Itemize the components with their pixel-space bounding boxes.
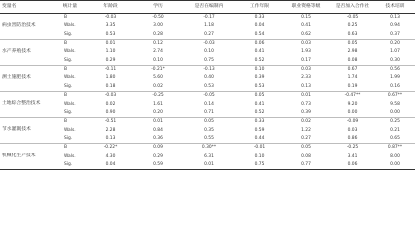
- table-cell: 0.27: [181, 31, 237, 40]
- variable-name-spacer: [0, 118, 54, 127]
- table-cell: 0.03: [347, 127, 358, 133]
- table-cell: 0.04: [86, 161, 135, 170]
- table-cell: 0.15: [301, 14, 311, 20]
- variable-name: 土地综合整治技术: [2, 101, 41, 107]
- table-cell: 0.00: [330, 109, 375, 118]
- table-cell: -0.51: [104, 119, 117, 125]
- table-cell: 1.10: [105, 49, 116, 55]
- table-cell: 1.80: [105, 75, 116, 81]
- table-cell: 0.17: [282, 57, 330, 66]
- table-cell: 0.53: [86, 31, 135, 40]
- table-cell: 0.28: [135, 31, 181, 40]
- statistic-label: Sig.: [54, 31, 86, 40]
- table-row: [0, 100, 415, 109]
- table-cell: -0.09: [346, 119, 359, 125]
- table-cell: 0.01: [181, 161, 237, 170]
- variable-name-spacer: [0, 109, 54, 118]
- table-cell: 0.39: [282, 109, 330, 118]
- table-cell: 0.13: [282, 83, 330, 92]
- variable-name-spacer: [0, 144, 54, 153]
- table-row: [0, 161, 415, 170]
- statistic-label: Wals.: [64, 23, 76, 29]
- column-header: 是否在编制内: [181, 1, 237, 14]
- column-header: 技术培训: [375, 1, 415, 14]
- table-row: [0, 66, 415, 75]
- table-cell: 0.01: [301, 93, 311, 99]
- table-cell: 0.21: [390, 127, 400, 133]
- table-cell: 3.35: [105, 23, 116, 29]
- table-cell: -0.03: [104, 93, 117, 99]
- table-cell: -0.03: [203, 40, 215, 46]
- table-cell: 0.55: [181, 135, 237, 144]
- statistic-label: Wals.: [64, 75, 76, 81]
- statistic-label: B: [64, 119, 68, 125]
- table-cell: 0.03: [301, 67, 311, 73]
- table-cell: 0.67**: [387, 93, 403, 99]
- column-header: 是否加入合作社: [330, 1, 375, 14]
- table-row: [0, 74, 415, 83]
- variable-name-spacer: [0, 14, 54, 23]
- variable-name-spacer: [0, 135, 54, 144]
- table-cell: 0.05: [254, 93, 265, 99]
- table-cell: 0.27: [282, 135, 330, 144]
- table-cell: 0.33: [254, 119, 265, 125]
- table-cell: 1.07: [390, 49, 400, 55]
- table-row: [0, 153, 415, 162]
- table-cell: 2.74: [153, 49, 163, 55]
- table-cell: 1.18: [204, 23, 214, 29]
- table-row: [0, 57, 415, 66]
- table-cell: 0.05: [204, 119, 214, 125]
- table-cell: 0.75: [181, 57, 237, 66]
- table-cell: 0.02: [301, 119, 311, 125]
- variable-name: 病虫害防治技术: [2, 23, 36, 29]
- table-cell: 1.93: [301, 49, 311, 55]
- table-cell: 0.41: [254, 101, 265, 107]
- table-cell: 0.71: [181, 109, 237, 118]
- table-row: [0, 31, 415, 40]
- table-cell: 0.84: [153, 127, 163, 133]
- table-cell: 0.94: [390, 23, 400, 29]
- table-cell: -0.50: [152, 14, 164, 20]
- variable-name: 水产养殖技术: [2, 49, 31, 55]
- table-cell: 0.77: [282, 161, 330, 170]
- table-cell: 0.16: [375, 83, 415, 92]
- table-row: [0, 109, 415, 118]
- table-cell: 3.41: [347, 153, 358, 159]
- variable-name-spacer: [0, 31, 54, 40]
- statistic-label: Sig.: [54, 161, 86, 170]
- variable-name: 节水灌溉技术: [2, 127, 31, 133]
- table-cell: 5.60: [153, 75, 163, 81]
- column-header: 学历: [135, 1, 181, 14]
- table-cell: -0.25: [152, 93, 164, 99]
- table-cell: -0.21*: [151, 67, 165, 73]
- table-cell: 1.22: [301, 127, 311, 133]
- variable-name-spacer: [0, 66, 54, 75]
- table-cell: 9.20: [347, 101, 358, 107]
- column-header: 年龄段: [86, 1, 135, 14]
- table-cell: -0.47**: [344, 93, 361, 99]
- table-cell: 0.30**: [201, 145, 217, 151]
- table-row: [0, 118, 415, 127]
- table-cell: 0.56: [390, 67, 400, 73]
- table-cell: 0.13: [86, 135, 135, 144]
- table-cell: 0.29: [153, 153, 163, 159]
- table-cell: 0.52: [237, 109, 282, 118]
- variable-name-spacer: [0, 92, 54, 101]
- table-cell: 0.87**: [387, 145, 403, 151]
- statistic-label: B: [64, 14, 68, 20]
- table-cell: 2.98: [347, 49, 358, 55]
- table-cell: 8.00: [390, 153, 400, 159]
- statistic-label: Wals.: [64, 127, 76, 133]
- variable-name-spacer: [0, 40, 54, 49]
- table-cell: 0.20: [135, 109, 181, 118]
- table-cell: 0.41: [301, 23, 311, 29]
- statistic-label: Wals.: [64, 101, 76, 107]
- statistic-label: Wals.: [64, 153, 76, 159]
- table-cell: 6.31: [204, 153, 214, 159]
- table-cell: 0.05: [347, 40, 358, 46]
- table-cell: 0.01: [153, 119, 163, 125]
- table-cell: 0.39: [254, 75, 265, 81]
- table-cell: 0.52: [237, 57, 282, 66]
- table-cell: 0.10: [204, 49, 214, 55]
- table-cell: -0.05: [346, 14, 359, 20]
- table-cell: 0.04: [254, 23, 265, 29]
- table-cell: 0.09: [153, 145, 163, 151]
- table-cell: 0.00: [375, 109, 415, 118]
- table-cell: 0.29: [86, 57, 135, 66]
- table-cell: 0.02: [105, 101, 116, 107]
- table-cell: 0.63: [330, 31, 375, 40]
- statistic-label: Sig.: [54, 109, 86, 118]
- variable-name: 机械化生产技术: [2, 153, 36, 159]
- table-cell: 0.08: [301, 153, 311, 159]
- table-cell: 0.25: [347, 23, 358, 29]
- table-cell: 0.67: [347, 67, 358, 73]
- table-cell: 0.20: [390, 40, 400, 46]
- table-cell: 0.12: [153, 40, 163, 46]
- table-cell: 0.03: [301, 40, 311, 46]
- table-cell: -0.11: [104, 67, 117, 73]
- table-row: [0, 22, 415, 31]
- table-cell: 0.18: [86, 83, 135, 92]
- table-cell: 0.41: [254, 49, 265, 55]
- table-cell: 0.62: [282, 31, 330, 40]
- variable-name-spacer: [0, 57, 54, 66]
- table-cell: 0.00: [375, 161, 415, 170]
- table-cell: 1.99: [390, 75, 400, 81]
- table-cell: -0.01: [253, 145, 266, 151]
- variable-name-spacer: [0, 83, 54, 92]
- table-row: [0, 126, 415, 135]
- table-cell: 0.02: [135, 83, 181, 92]
- table-cell: 0.14: [204, 101, 214, 107]
- table-cell: 0.33: [254, 14, 265, 20]
- table-cell: 1.61: [153, 101, 163, 107]
- table-cell: 0.01: [105, 40, 116, 46]
- table-row: [0, 135, 415, 144]
- table-cell: 0.73: [301, 101, 311, 107]
- column-header: 变量名: [0, 1, 54, 14]
- table-cell: 0.30: [375, 57, 415, 66]
- table-cell: 0.06: [254, 40, 265, 46]
- table-cell: 0.06: [330, 161, 375, 170]
- statistic-label: Wals.: [64, 49, 76, 55]
- table-cell: 0.53: [237, 83, 282, 92]
- table-cell: 0.08: [330, 57, 375, 66]
- table-cell: -0.17: [203, 14, 215, 20]
- table-cell: 0.36: [135, 135, 181, 144]
- table-cell: 0.54: [237, 31, 282, 40]
- statistic-label: Sig.: [54, 83, 86, 92]
- column-header: 职业资格等级: [282, 1, 330, 14]
- table-cell: 4.30: [105, 153, 116, 159]
- table-cell: 0.86: [330, 135, 375, 144]
- statistic-label: B: [64, 93, 68, 99]
- variable-name-spacer: [0, 161, 54, 170]
- statistic-label: B: [64, 40, 68, 46]
- table-cell: 0.10: [135, 57, 181, 66]
- table-cell: 3.00: [153, 23, 163, 29]
- table-cell: -0.05: [203, 93, 215, 99]
- table-cell: 0.44: [237, 135, 282, 144]
- table-row: [0, 144, 415, 153]
- table-cell: 0.25: [390, 119, 400, 125]
- table-row: [0, 48, 415, 57]
- table-row: [0, 14, 415, 23]
- table-cell: 1.74: [347, 75, 358, 81]
- table-cell: 2.28: [105, 127, 116, 133]
- table-row: [0, 92, 415, 101]
- table-cell: 0.59: [135, 161, 181, 170]
- table-cell: -0.03: [104, 14, 117, 20]
- table-cell: -0.13: [203, 67, 215, 73]
- table-cell: 0.37: [375, 31, 415, 40]
- table-cell: 0.13: [390, 14, 400, 20]
- table-body: [0, 14, 415, 170]
- column-header: 统计量: [54, 1, 86, 14]
- table-cell: 0.10: [254, 153, 265, 159]
- table-cell: 0.40: [204, 75, 214, 81]
- statistic-label: B: [64, 145, 68, 151]
- column-header: 工作年限: [237, 1, 282, 14]
- table-cell: 0.59: [254, 127, 265, 133]
- table-cell: 0.90: [86, 109, 135, 118]
- table-cell: 0.19: [330, 83, 375, 92]
- table-cell: 0.35: [204, 127, 214, 133]
- table-cell: 0.53: [181, 83, 237, 92]
- table-cell: 2.33: [301, 75, 311, 81]
- table-cell: 0.65: [375, 135, 415, 144]
- statistic-label: Sig.: [54, 135, 86, 144]
- table-row: [0, 83, 415, 92]
- variable-name: 测土施肥技术: [2, 75, 31, 81]
- table-cell: 0.10: [254, 67, 265, 73]
- table-row: [0, 40, 415, 49]
- table-cell: -0.25: [346, 145, 359, 151]
- table-header-row: [0, 1, 415, 14]
- statistic-label: B: [64, 67, 68, 73]
- table-cell: 0.05: [301, 145, 311, 151]
- table-cell: -0.22*: [103, 145, 118, 151]
- table-cell: 9.58: [390, 101, 400, 107]
- table-cell: 0.75: [237, 161, 282, 170]
- statistic-label: Sig.: [54, 57, 86, 66]
